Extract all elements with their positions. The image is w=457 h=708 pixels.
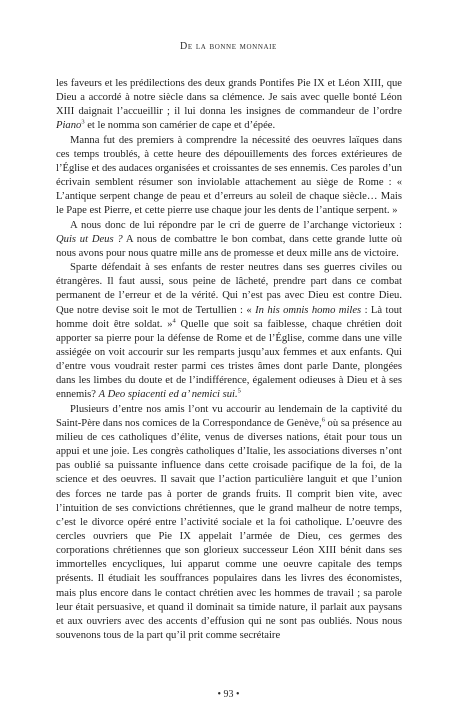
- footnote-ref: 6: [321, 416, 325, 424]
- text-run: A nous de combattre le bon combat, dans cette grande lutte où nous avons pour nous quatre mille ans de promesse et deux mille ans de victoire.: [56, 233, 402, 259]
- footnote-ref: 3: [81, 118, 85, 126]
- text-run: et le nomma son camérier de cape et d’épée.: [84, 120, 276, 132]
- text-run: où sa présence au milieu de ces catholiques d’élite, venus de diverses nations, était pour tous un appui et une joie. Les congrès catholiques d’Italie, les associations diverses n’ont pas oublié sa puissante influence dans cette croisade pacifique de la foi, de la science et des oeuvres. Il savait que l’action particulière languit et que l’union des forces ne tarde pas à porter de grands fruits. Il comprit bien vite, avec l’intuition de ses convictions chrétiennes, que le grand malheur de notre temps, c’est le divorce opéré entre l’activité sociale et la foi catholique. L’oeuvre des cercles ouvriers que Pie IX appelait l’armée de Dieu, ces germes des corporations chrétiennes que son glorieux successeur Léon XIII bénit dans ses immortelles encycliques, lui apparut comme une oeuvre capitale des temps présents. Il étudiait les souffrances populaires dans les livres des économistes, mais plus encore dans le contact chrétien avec les hommes de travail ; sa parole leur était persuasive, et quand il dominait sa timide nature, il parlait aux paysans et aux ouvriers avec des accents d’effusion qui ne sont pas oubliés. Nous nous souvenons tous de la part qu’il prit comme secrétaire: [56, 417, 402, 642]
- italic-text: Quis ut Deus ?: [56, 233, 123, 245]
- text-run: Manna fut des premiers à comprendre la nécessité des oeuvres laïques dans ces temps troublés, à cette heure des dépouillements des forces extérieures de l’Église et des audaces organisées et croissantes de ses ennemis. Ces paroles d’un écrivain semblent résumer son inviolable attachement au siège de Rome : « L’antique serpent change de peau et d’erreurs au soleil de chaque siècle… Mais le Pape est Pierre, et cette pierre use chaque jour les dents de l’antique serpent. »: [56, 134, 402, 217]
- page-number: • 93 •: [217, 689, 240, 700]
- text-run: les faveurs et les prédilections des deux grands Pontifes Pie IX et Léon XIII, que Dieu a accordé à notre siècle dans sa clémence. Je sais avec quelle bonté Léon XIII daignait l’accueillir ; il lui donna les insignes de commandeur de l’ordre: [56, 78, 402, 118]
- paragraph: [56, 134, 402, 219]
- running-head: De la bonne monnaie: [180, 41, 277, 52]
- paragraph: [56, 403, 402, 644]
- paragraph: [56, 261, 402, 403]
- text-run: Quelle que soit sa faiblesse, chaque chrétien doit apporter sa pierre pour la défense de Rome et de l’Église, comme dans une ville assiégée on voit accourir sur les remparts jusqu’aux femmes et aux enfants. Qui d’entre vous voudrait rester parmi ces tristes âmes dont parle Dante, plongées dans les limbes du doute et de l’indifférence, également odieuses à Dieu et à ses ennemis?: [56, 318, 402, 401]
- text-run: Sparte défendait à ses enfants de rester neutres dans ses guerres civiles ou étrangères. Il faut aussi, sous peine de lâcheté, prendre part dans ce combat permanent de l’erreur et de la vérité. Qui n’est pas avec Dieu est contre Dieu. Que notre devise soit le mot de Tertullien : «: [56, 262, 402, 316]
- footnote-ref: 4: [172, 317, 176, 325]
- text-run: A nous donc de lui répondre par le cri de guerre de l’archange victorieux :: [70, 219, 402, 231]
- italic-text: A Deo spiacenti ed a’ nemici sui.: [98, 389, 238, 401]
- text-run: : Là tout homme doit être soldat. »: [56, 304, 402, 330]
- italic-text: In his omnis homo miles: [255, 304, 362, 316]
- italic-text: Piano: [56, 120, 82, 132]
- paragraph: [56, 219, 402, 261]
- footnote-ref: 5: [237, 387, 241, 395]
- body-text: [56, 77, 402, 643]
- text-run: Plusieurs d’entre nos amis l’ont vu accourir au lendemain de la captivité du Saint-Père dans nos comices de la Correspondance de Genève,: [56, 403, 402, 429]
- paragraph: [56, 77, 402, 134]
